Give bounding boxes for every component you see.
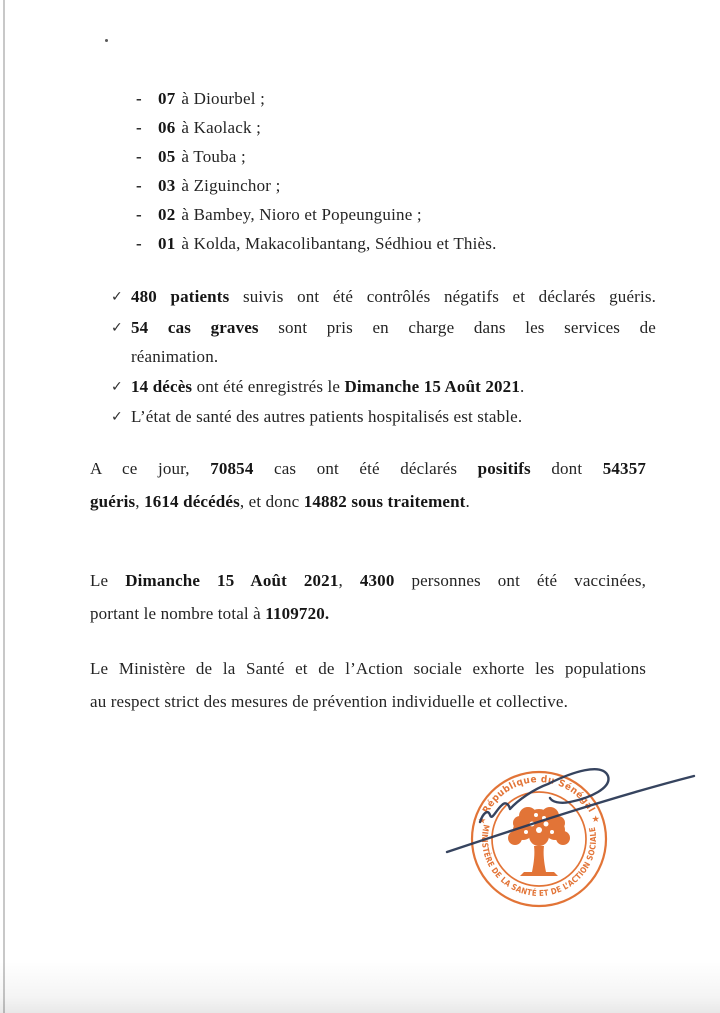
text-run-bold: 1614 décédés (144, 492, 240, 511)
page-edge-shadow (3, 0, 5, 1013)
text-run: personnes ont été vaccinées, (394, 571, 646, 590)
status-rest: suivis ont été contrôlés négatifs et déclarés guéris. (229, 287, 656, 306)
region-count: 03 (158, 176, 176, 195)
text-run: , (338, 571, 360, 590)
check-icon: ✓ (111, 409, 123, 425)
text-run: , (135, 492, 145, 511)
status-item (111, 372, 656, 403)
dash-bullet: - (136, 147, 142, 166)
status-item (111, 402, 656, 433)
list-item (136, 113, 616, 142)
paragraph-vaccination (90, 564, 646, 630)
dash-bullet: - (136, 89, 142, 108)
check-icon: ✓ (111, 319, 123, 336)
stamp-ring-top-text: ★ République du Sénégal ★ (475, 774, 603, 827)
text-run-bold: 54357 (602, 459, 646, 478)
text-run: dont (530, 459, 603, 478)
text-run: A ce jour, (90, 459, 211, 478)
region-list (136, 84, 616, 258)
text-run: , et donc (239, 492, 304, 511)
bottom-shade (0, 961, 720, 1013)
region-count: 01 (158, 234, 176, 253)
region-count: 05 (158, 147, 176, 166)
text-run: . (465, 492, 470, 511)
text-run: portant le nombre total à (90, 604, 266, 623)
region-text: à Kolda, Makacolibantang, Sédhiou et Thiès. (181, 234, 497, 253)
text-run: cas ont été déclarés (253, 459, 478, 478)
region-count: 07 (158, 89, 176, 108)
status-list (111, 282, 656, 433)
region-text: à Bambey, Nioro et Popeunguine ; (181, 205, 422, 224)
text-run-bold: guéris (90, 492, 136, 511)
status-rest: sont pris en charge dans les services de (258, 317, 656, 337)
check-icon: ✓ (111, 378, 123, 395)
text-run-bold: 4300 (359, 571, 395, 590)
dash-bullet: - (136, 176, 142, 195)
text-run-bold: 14882 sous traitement (303, 492, 466, 511)
paragraph-cases-summary (90, 452, 646, 518)
region-count: 06 (158, 118, 176, 137)
status-item (111, 313, 656, 372)
check-icon: ✓ (111, 289, 123, 305)
region-text: à Kaolack ; (181, 118, 262, 137)
signature (412, 742, 712, 882)
paragraph-ministry-call (90, 652, 646, 718)
status-text (131, 372, 656, 403)
list-item (136, 229, 616, 258)
list-item (136, 142, 616, 171)
status-rest: L’état de santé des autres patients hospitalisés est stable. (131, 407, 523, 426)
region-text: à Ziguinchor ; (181, 176, 281, 195)
status-text (131, 313, 656, 372)
dash-bullet: - (136, 205, 142, 224)
ink-speck (105, 39, 108, 42)
status-bold: 480 patients (131, 287, 230, 306)
status-bold: Dimanche 15 Août 2021 (344, 376, 520, 396)
status-rest: réanimation. (131, 347, 219, 366)
text-run-bold: 1109720. (265, 604, 330, 623)
signature-stroke (447, 769, 694, 852)
text-run: Le Ministère de la Santé et de l’Action sociale exhorte les populations (90, 659, 646, 678)
dash-bullet: - (136, 118, 142, 137)
list-item (136, 171, 616, 200)
list-item (136, 84, 616, 113)
status-rest: . (519, 376, 525, 396)
status-text (131, 282, 656, 313)
stamp-ring-bottom-text: MINISTÈRE DE LA SANTÉ ET DE L’ACTION SOCIALE (479, 823, 599, 899)
dash-bullet: - (136, 234, 142, 253)
status-text (131, 402, 656, 433)
region-text: à Diourbel ; (181, 89, 266, 108)
text-run: au respect strict des mesures de prévention individuelle et collective. (90, 692, 568, 711)
status-item (111, 282, 656, 313)
text-run-bold: Dimanche 15 Août 2021 (125, 571, 339, 590)
text-run: Le (90, 571, 126, 590)
status-bold: 14 décès (131, 376, 193, 396)
region-text: à Touba ; (181, 147, 246, 166)
status-bold: 54 cas graves (131, 317, 259, 337)
list-item (136, 200, 616, 229)
region-count: 02 (158, 205, 176, 224)
text-run-bold: 70854 (210, 459, 254, 478)
status-rest: ont été enregistrés le (192, 376, 345, 396)
text-run-bold: positifs (477, 459, 531, 478)
